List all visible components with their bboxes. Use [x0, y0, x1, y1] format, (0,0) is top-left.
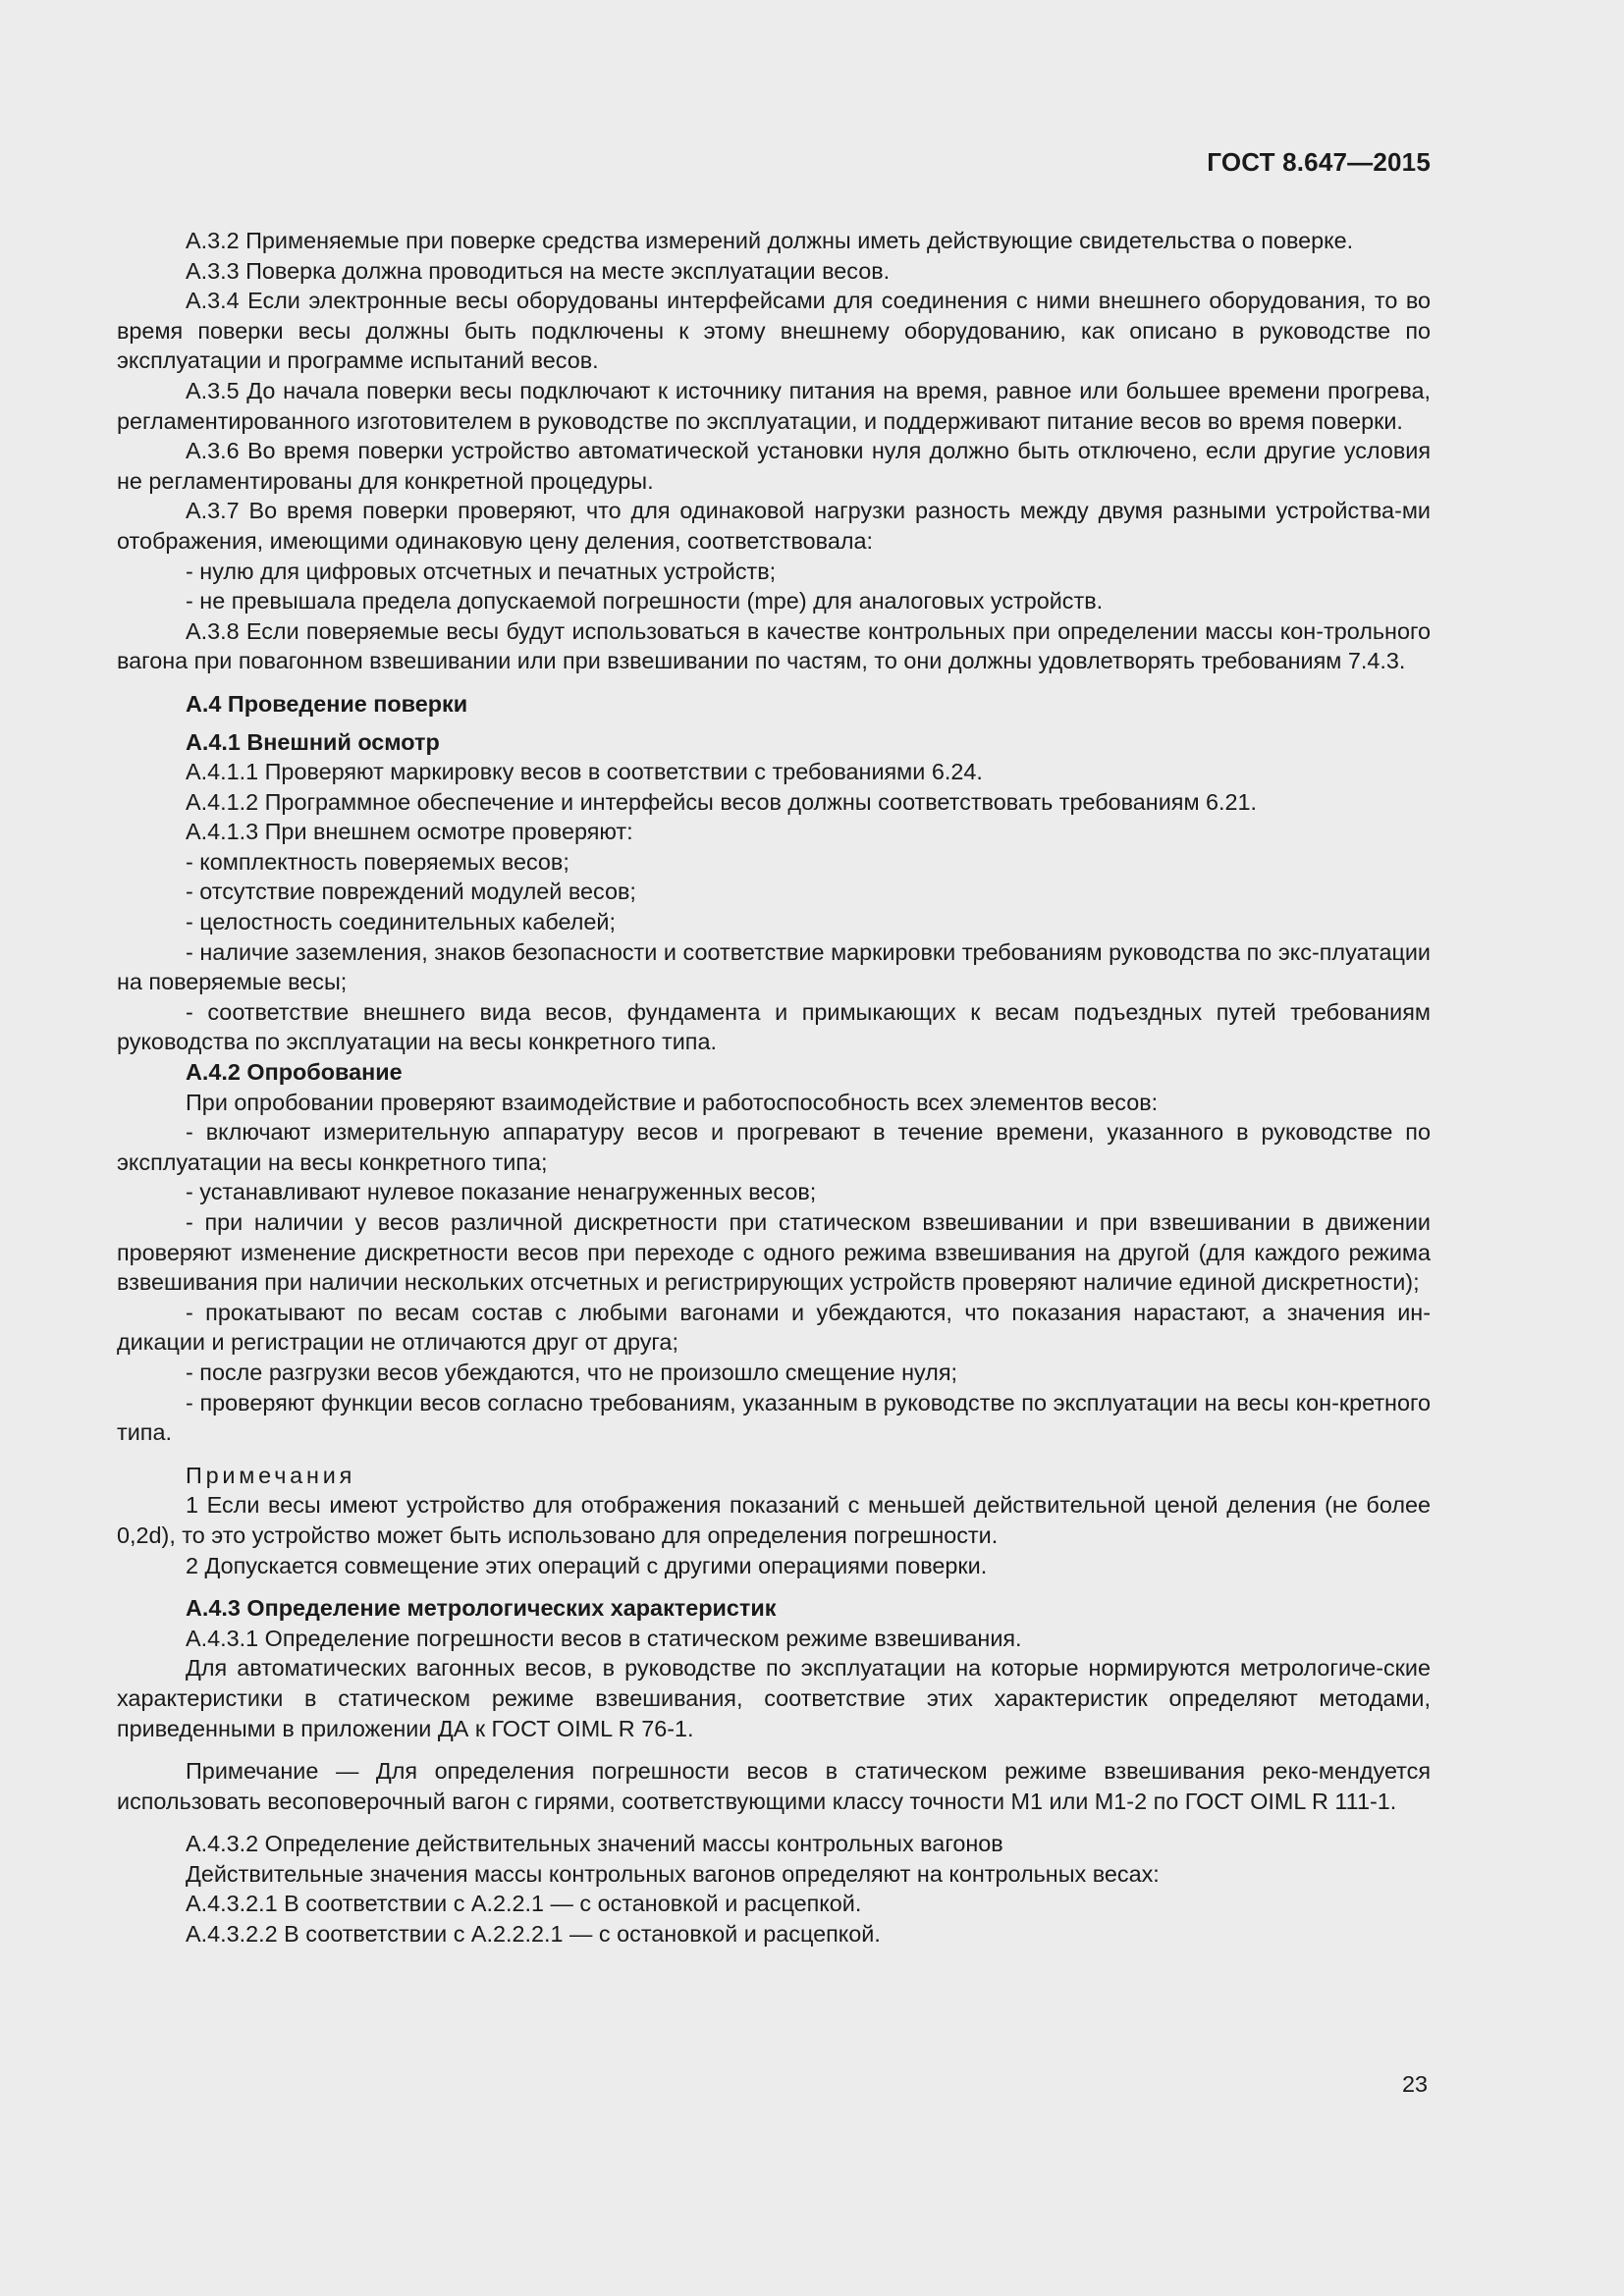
- paragraph: А.4.3.2.2 В соответствии с А.2.2.2.1 — с остановкой и расцепкой.: [186, 1921, 881, 1948]
- paragraph: - наличие заземления, знаков безопасности и соответствие маркировки требованиям руководства по экс-плуатации на поверяемые весы;: [117, 938, 1431, 995]
- paragraph: А.3.7 Во время поверки проверяют, что для одинаковой нагрузки разность между двумя разными устройства-ми отображения, имеющими одинаковую цену деления, соответствовала:: [117, 498, 1431, 554]
- paragraph: 2 Допускается совмещение этих операций с другими операциями поверки.: [186, 1552, 988, 1578]
- paragraph: - прокатывают по весам состав с любыми вагонами и убеждаются, что показания нарастают, а значения ин-дикации и регистрации не отличаются друг от друга;: [117, 1299, 1431, 1356]
- page-header-doc-code: ГОСТ 8.647—2015: [1207, 147, 1431, 177]
- paragraph: - проверяют функции весов согласно требованиям, указанным в руководстве по эксплуатации на весы кон-кретного типа.: [117, 1389, 1431, 1446]
- paragraph: А.4.1.2 Программное обеспечение и интерфейсы весов должны соответствовать требованиям 6.21.: [186, 788, 1258, 815]
- paragraph: - не превышала предела допускаемой погрешности (mpe) для аналоговых устройств.: [186, 588, 1104, 614]
- paragraph: - включают измерительную аппаратуру весов и прогревают в течение времени, указанного в руководстве по эксплуатации на весы конкретного типа;: [117, 1119, 1431, 1175]
- paragraph: - после разгрузки весов убеждаются, что не произошло смещение нуля;: [186, 1359, 957, 1385]
- paragraph: Действительные значения массы контрольных вагонов определяют на контрольных весах:: [186, 1860, 1160, 1887]
- paragraph: - при наличии у весов различной дискретности при статическом взвешивании и при взвешивании в движении проверяют изменение дискретности весов при переходе с одного режима взвешивания на другой (для каждого режима взвешивания при наличии нескольких отсчетных и регистрирующих устройств проверяют наличие единой дискретности);: [117, 1209, 1431, 1296]
- paragraph: - соответствие внешнего вида весов, фундамента и примыкающих к весам подъездных путей требованиям руководства по эксплуатации на весы конкретного типа.: [117, 998, 1431, 1055]
- page-number: 23: [1401, 2071, 1428, 2097]
- paragraph: А.3.5 До начала поверки весы подключают к источнику питания на время, равное или большее времени прогрева, регламентированного изготовителем в руководстве по эксплуатации, и поддерживают питание весов во время поверки.: [117, 377, 1431, 434]
- paragraph: А.4.3.2 Определение действительных значений массы контрольных вагонов: [186, 1831, 1003, 1857]
- section-heading: А.4.3 Определение метрологических характеристик: [186, 1595, 777, 1622]
- paragraph: Для автоматических вагонных весов, в руководстве по эксплуатации на которые нормируются метрологиче-ские характеристики в статическом режиме взвешивания, соответствие этих характеристик определяют методами, приведенными в приложении ДА к ГОСТ OIML R 76-1.: [117, 1655, 1431, 1741]
- paragraph: А.3.3 Поверка должна проводиться на месте эксплуатации весов.: [186, 257, 891, 284]
- paragraph: А.4.1.3 При внешнем осмотре проверяют:: [186, 819, 633, 845]
- paragraph: А.3.4 Если электронные весы оборудованы интерфейсами для соединения с ними внешнего оборудования, то во время поверки весы должны быть подключены к этому внешнему оборудованию, как описано в руководстве по эксплуатации и программе испытаний весов.: [117, 288, 1431, 374]
- paragraph: - отсутствие повреждений модулей весов;: [186, 879, 636, 905]
- paragraph: Примечание — Для определения погрешности весов в статическом режиме взвешивания реко-мендуется использовать весоповерочный вагон с гирями, соответствующими классу точности M1 или M1-2 по ГОСТ OIML R 111-1.: [117, 1758, 1431, 1814]
- section-heading: А.4.2 Опробование: [186, 1059, 403, 1086]
- paragraph: - целостность соединительных кабелей;: [186, 909, 616, 935]
- paragraph: А.4.1.1 Проверяют маркировку весов в соответствии с требованиями 6.24.: [186, 759, 983, 785]
- section-heading: А.4.1 Внешний осмотр: [186, 728, 440, 755]
- paragraph: А.3.6 Во время поверки устройство автоматической установки нуля должно быть отключено, если другие условия не регламентированы для конкретной процедуры.: [117, 438, 1431, 494]
- paragraph: 1 Если весы имеют устройство для отображения показаний с меньшей действительной ценой деления (не более 0,2d), то это устройство может быть использовано для определения погрешности.: [117, 1492, 1431, 1548]
- paragraph: А.3.8 Если поверяемые весы будут использоваться в качестве контрольных при определении массы кон-трольного вагона при повагонном взвешивании или при взвешивании по частям, то они должны удовлетворять требованиям 7.4.3.: [117, 617, 1431, 674]
- paragraph: При опробовании проверяют взаимодействие и работоспособность всех элементов весов:: [186, 1089, 1159, 1115]
- paragraph: А.3.2 Применяемые при поверке средства измерений должны иметь действующие свидетельства о поверке.: [186, 228, 1354, 253]
- paragraph: А.4.3.2.1 В соответствии с А.2.2.1 — с остановкой и расцепкой.: [186, 1891, 862, 1917]
- document-body: [117, 226, 1431, 1949]
- section-heading: А.4 Проведение поверки: [186, 690, 468, 717]
- paragraph: - устанавливают нулевое показание ненагруженных весов;: [186, 1179, 817, 1205]
- paragraph: - комплектность поверяемых весов;: [186, 848, 569, 875]
- paragraph: - нулю для цифровых отсчетных и печатных устройств;: [186, 558, 777, 584]
- paragraph: Примечания: [186, 1462, 356, 1488]
- paragraph: А.4.3.1 Определение погрешности весов в статическом режиме взвешивания.: [186, 1625, 1022, 1651]
